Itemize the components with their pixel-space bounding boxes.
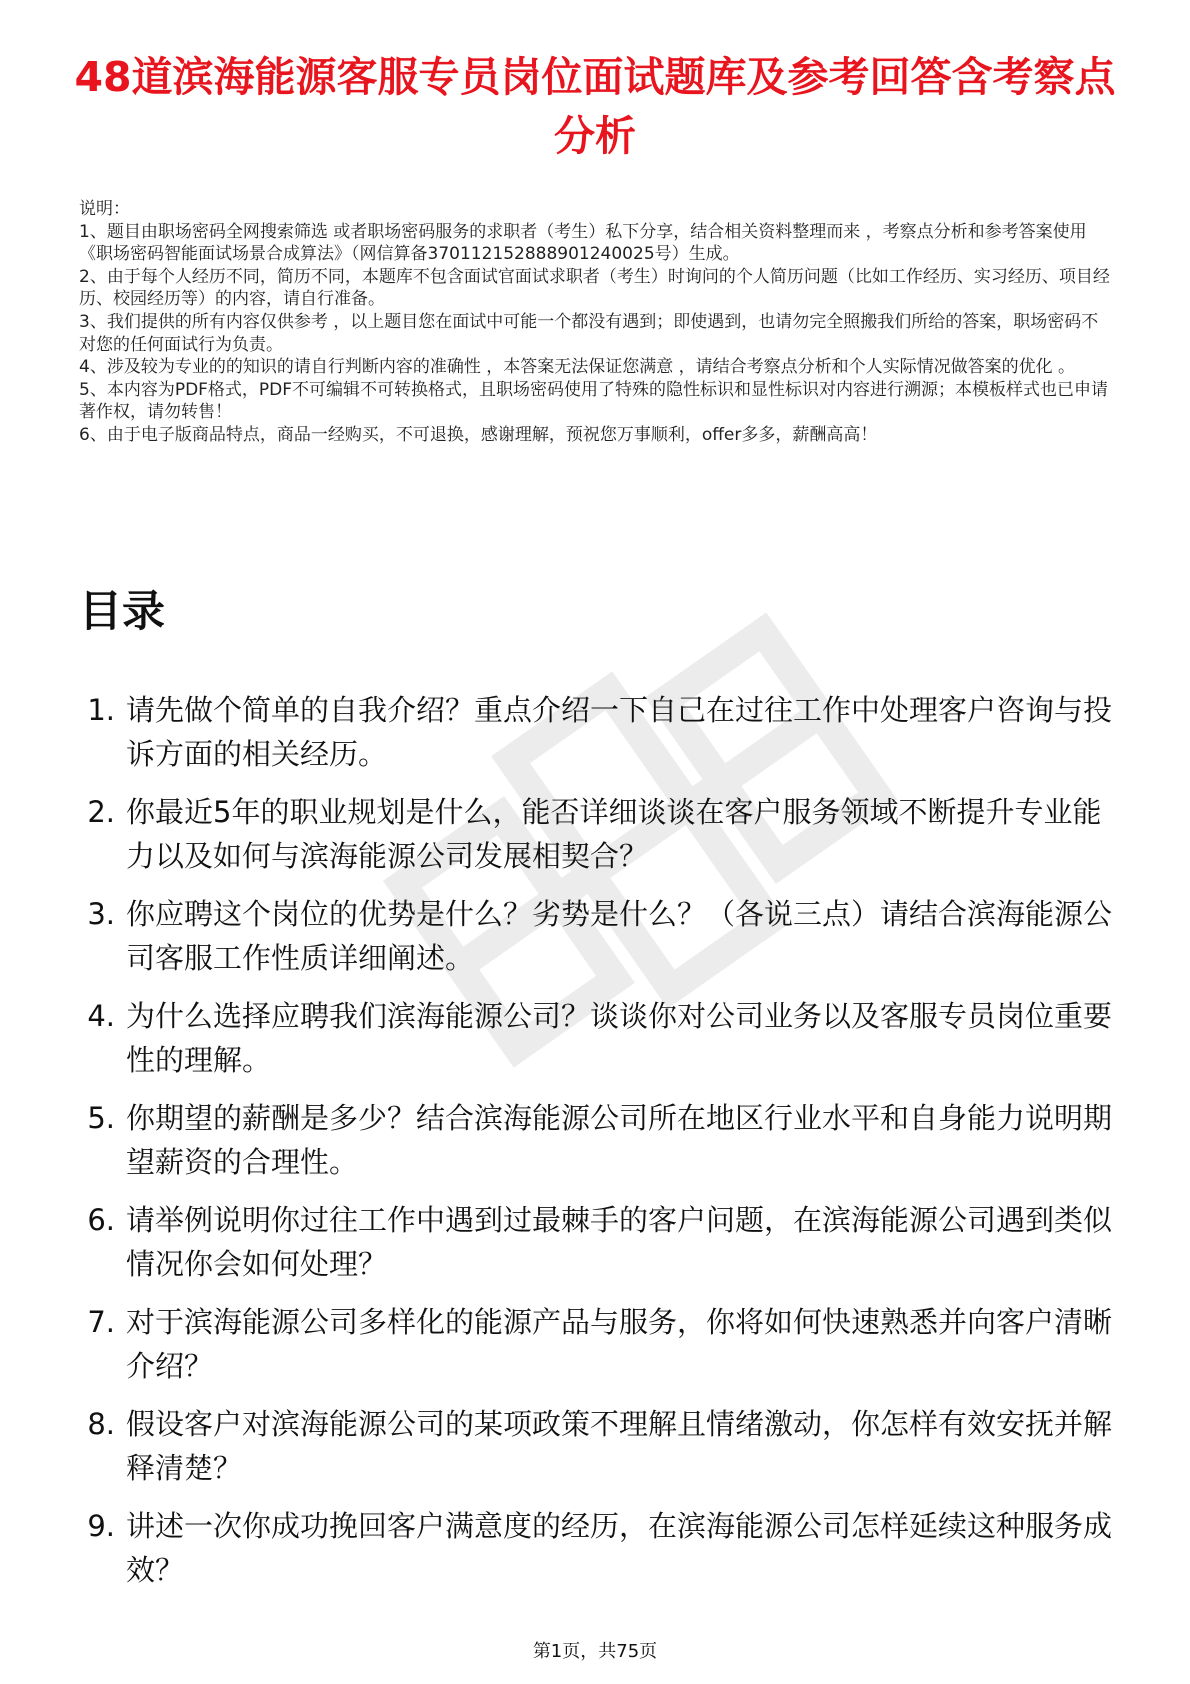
toc-item-text: 对于滨海能源公司多样化的能源产品与服务，你将如何快速熟悉并向客户清晰介绍？ [126,1305,1113,1383]
toc-item-text: 假设客户对滨海能源公司的某项政策不理解且情绪激动，你怎样有效安抚并解释清楚？ [126,1407,1113,1485]
toc-item[interactable] [79,790,1119,878]
toc-item-number: 9. [87,1509,115,1543]
toc-item-number: 6. [87,1203,115,1237]
toc-item-text: 你期望的薪酬是多少？结合滨海能源公司所在地区行业水平和自身能力说明期望薪资的合理性。 [126,1101,1113,1179]
toc-item-text: 你应聘这个岗位的优势是什么？劣势是什么？（各说三点）请结合滨海能源公司客服工作性质详细阐述。 [126,897,1113,975]
toc-item[interactable] [79,1300,1119,1388]
toc-item[interactable] [79,688,1119,776]
toc-item-number: 8. [87,1407,115,1441]
toc-item[interactable] [79,1096,1119,1184]
note-item: 5、本内容为PDF格式，PDF不可编辑不可转换格式，且职场密码使用了特殊的隐性标识和显性标识对内容进行溯源；本模板样式也已申请著作权，请勿转售！ [79,379,1109,423]
note-item: 4、涉及较为专业的的知识的请自行判断内容的准确性 ，本答案无法保证您满意 ，请结合考察点分析和个人实际情况做答案的优化 。 [79,357,1076,378]
document-title: 48道滨海能源客服专员岗位面试题库及参考回答含考察点分析 [74,53,1116,160]
toc-item-text: 请举例说明你过往工作中遇到过最棘手的客户问题，在滨海能源公司遇到类似情况你会如何处理？ [126,1203,1113,1281]
toc-item-number: 5. [87,1101,115,1135]
toc-item[interactable] [79,994,1119,1082]
notes-section [79,198,1114,447]
notes-heading: 说明： [79,199,130,219]
toc-item-number: 1. [87,693,115,727]
note-item: 2、由于每个人经历不同，简历不同，本题库不包含面试官面试求职者（考生）时询问的个人简历问题（比如工作经历、实习经历、项目经历、校园经历等）的内容，请自行准备。 [79,266,1110,310]
toc-item-number: 3. [87,897,115,931]
toc-item-text: 为什么选择应聘我们滨海能源公司？谈谈你对公司业务以及客服专员岗位重要性的理解。 [126,999,1113,1077]
toc-item-number: 2. [87,795,115,829]
toc-item[interactable] [79,892,1119,980]
note-item: 6、由于电子版商品特点，商品一经购买，不可退换，感谢理解，预祝您万事顺利，offer多多，薪酬高高！ [79,424,878,445]
toc-item[interactable] [79,1198,1119,1286]
toc-heading: 目录 [79,587,165,637]
toc-item-text: 讲述一次你成功挽回客户满意度的经历，在滨海能源公司怎样延续这种服务成效？ [126,1509,1113,1587]
note-item: 1、题目由职场密码全网搜索筛选 或者职场密码服务的求职者（考生）私下分享，结合相关资料整理而来 ，考察点分析和参考答案使用《职场密码智能面试场景合成算法》（网信算备370112152888901240025号）生成。 [79,221,1087,265]
note-item: 3、我们提供的所有内容仅供参考 ，以上题目您在面试中可能一个都没有遇到；即使遇到，也请勿完全照搬我们所给的答案，职场密码不对您的任何面试行为负责。 [79,311,1099,355]
toc-item-number: 7. [87,1305,115,1339]
toc-item-number: 4. [87,999,115,1033]
toc-list [79,688,1119,1606]
toc-item[interactable] [79,1402,1119,1490]
page-number: 第1页，共75页 [532,1641,658,1662]
toc-item-text: 你最近5年的职业规划是什么，能否详细谈谈在客户服务领域不断提升专业能力以及如何与滨海能源公司发展相契合？ [126,795,1102,873]
toc-item-text: 请先做个简单的自我介绍？重点介绍一下自己在过往工作中处理客户咨询与投诉方面的相关经历。 [126,693,1113,771]
toc-item[interactable] [79,1504,1119,1592]
